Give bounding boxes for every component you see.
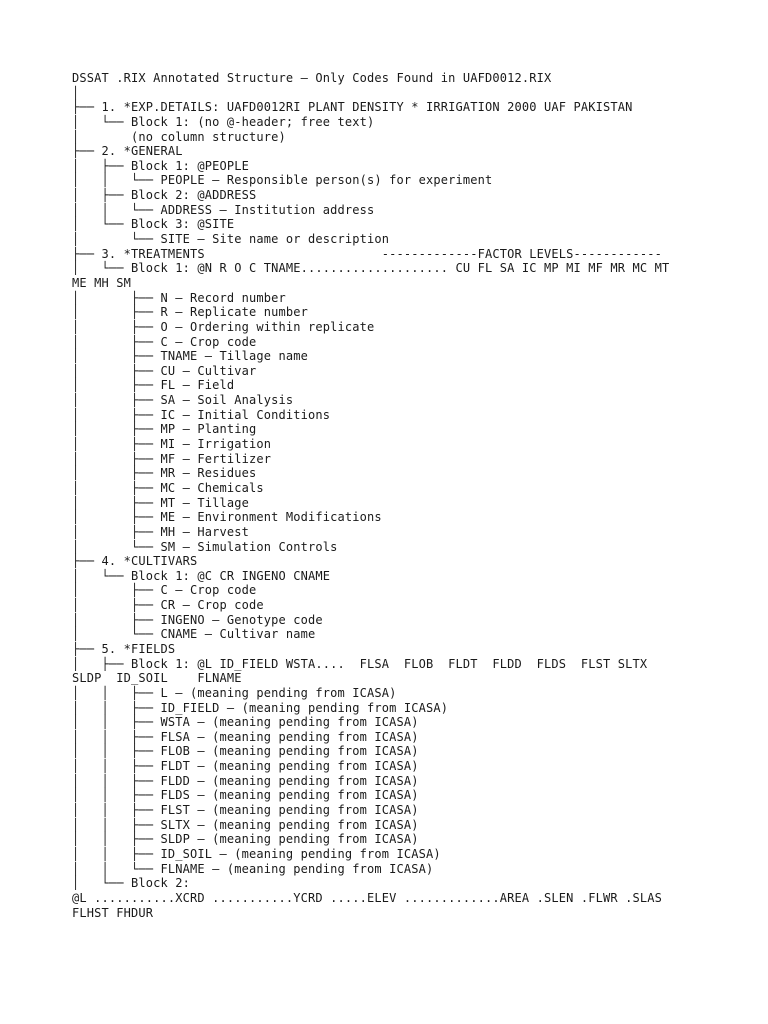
tree-line: │ ├── Block 2: @ADDRESS [72,188,257,203]
tree-line: │ ├── IC — Initial Conditions [72,407,331,422]
document-title: DSSAT .RIX Annotated Structure — Only Codes Found in UAFD0012.RIX [72,71,552,85]
tree-line: │ │ ├── FLST — (meaning pending from ICASA) [72,803,419,818]
tree-line: │ ├── MP — Planting [72,422,257,437]
tree-line: │ ├── MI — Irrigation [72,437,272,452]
tree-line: │ │ ├── FLOB — (meaning pending from ICASA) [72,744,419,759]
tree-line: │ [72,85,80,100]
tree-line: ME MH SM [72,275,131,290]
tree-line: │ ├── FL — Field [72,378,235,393]
tree-line: │ │ └── FLNAME — (meaning pending from ICASA) [72,861,434,876]
tree-line: │ └── Block 3: @SITE [72,217,235,232]
tree-line: │ ├── C — Crop code [72,583,257,598]
tree-line: │ │ ├── ID_FIELD — (meaning pending from ICASA) [72,700,449,715]
tree-line: │ ├── MC — Chemicals [72,480,264,495]
tree-line: │ │ ├── FLSA — (meaning pending from ICASA) [72,729,419,744]
tree-line: │ ├── MT — Tillage [72,495,249,510]
tree-line: SLDP ID_SOIL FLNAME [72,671,242,686]
document [72,71,712,920]
tree-line: │ ├── CU — Cultivar [72,363,257,378]
section-exp-details: ├── 1. *EXP.DETAILS: UAFD0012RI PLANT DENSITY * IRRIGATION 2000 UAF PAKISTAN [72,100,633,115]
tree-line: │ │ ├── L — (meaning pending from ICASA) [72,685,397,700]
tree-line: │ ├── TNAME — Tillage name [72,349,308,364]
tree-line: │ ├── MR — Residues [72,466,257,481]
tree-line: │ │ ├── FLDT — (meaning pending from ICASA) [72,759,419,774]
tree-line: │ ├── R — Replicate number [72,305,308,320]
tree-line: │ ├── N — Record number [72,290,286,305]
tree-line: FLHST FHDUR [72,905,154,920]
tree-line: │ └── CNAME — Cultivar name [72,627,316,642]
tree-line: │ │ ├── WSTA — (meaning pending from ICASA) [72,715,419,730]
tree-line: │ ├── SA — Soil Analysis [72,393,294,408]
tree-line: │ └── SITE — Site name or description [72,232,390,247]
tree-line: │ │ ├── SLTX — (meaning pending from ICASA) [72,817,419,832]
tree-line: │ │ ├── FLDS — (meaning pending from ICASA) [72,788,419,803]
tree-line: │ └── Block 1: @C CR INGENO CNAME [72,568,331,583]
tree-line: │ │ ├── SLDP — (meaning pending from ICASA) [72,832,419,847]
tree-line: │ ├── Block 1: @PEOPLE [72,158,249,173]
tree-line: │ ├── ME — Environment Modifications [72,510,382,525]
section-fields: ├── 5. *FIELDS [72,641,176,656]
tree-line: │ └── SM — Simulation Controls [72,539,338,554]
section-cultivars: ├── 4. *CULTIVARS [72,554,198,569]
tree-line: │ │ └── PEOPLE — Responsible person(s) for experiment [72,173,493,188]
tree-line: │ │ ├── ID_SOIL — (meaning pending from ICASA) [72,846,441,861]
section-general: ├── 2. *GENERAL [72,144,183,159]
tree-line: │ └── Block 2: [72,876,190,891]
tree-line: │ ├── CR — Crop code [72,598,264,613]
tree-line: │ ├── C — Crop code [72,334,257,349]
tree-line: │ (no column structure) [72,129,286,144]
tree-line: │ ├── MF — Fertilizer [72,451,272,466]
tree-line: │ │ └── ADDRESS — Institution address [72,202,375,217]
tree-line: │ ├── INGENO — Genotype code [72,612,323,627]
tree-line: @L ...........XCRD ...........YCRD .....ELEV .............AREA .SLEN .FLWR .SLAS [72,890,662,905]
section-treatments: ├── 3. *TREATMENTS -------------FACTOR LEVELS------------ [72,246,662,261]
tree-line: │ └── Block 1: @N R O C TNAME.................... CU FL SA IC MP MI MF MR MC MT [72,261,670,276]
tree-line: │ ├── Block 1: @L ID_FIELD WSTA.... FLSA FLOB FLDT FLDD FLDS FLST SLTX [72,656,648,671]
tree-line: │ ├── O — Ordering within replicate [72,319,375,334]
tree-line: │ │ ├── FLDD — (meaning pending from ICASA) [72,773,419,788]
tree-line: │ ├── MH — Harvest [72,524,249,539]
tree-line: │ └── Block 1: (no @-header; free text) [72,114,375,129]
